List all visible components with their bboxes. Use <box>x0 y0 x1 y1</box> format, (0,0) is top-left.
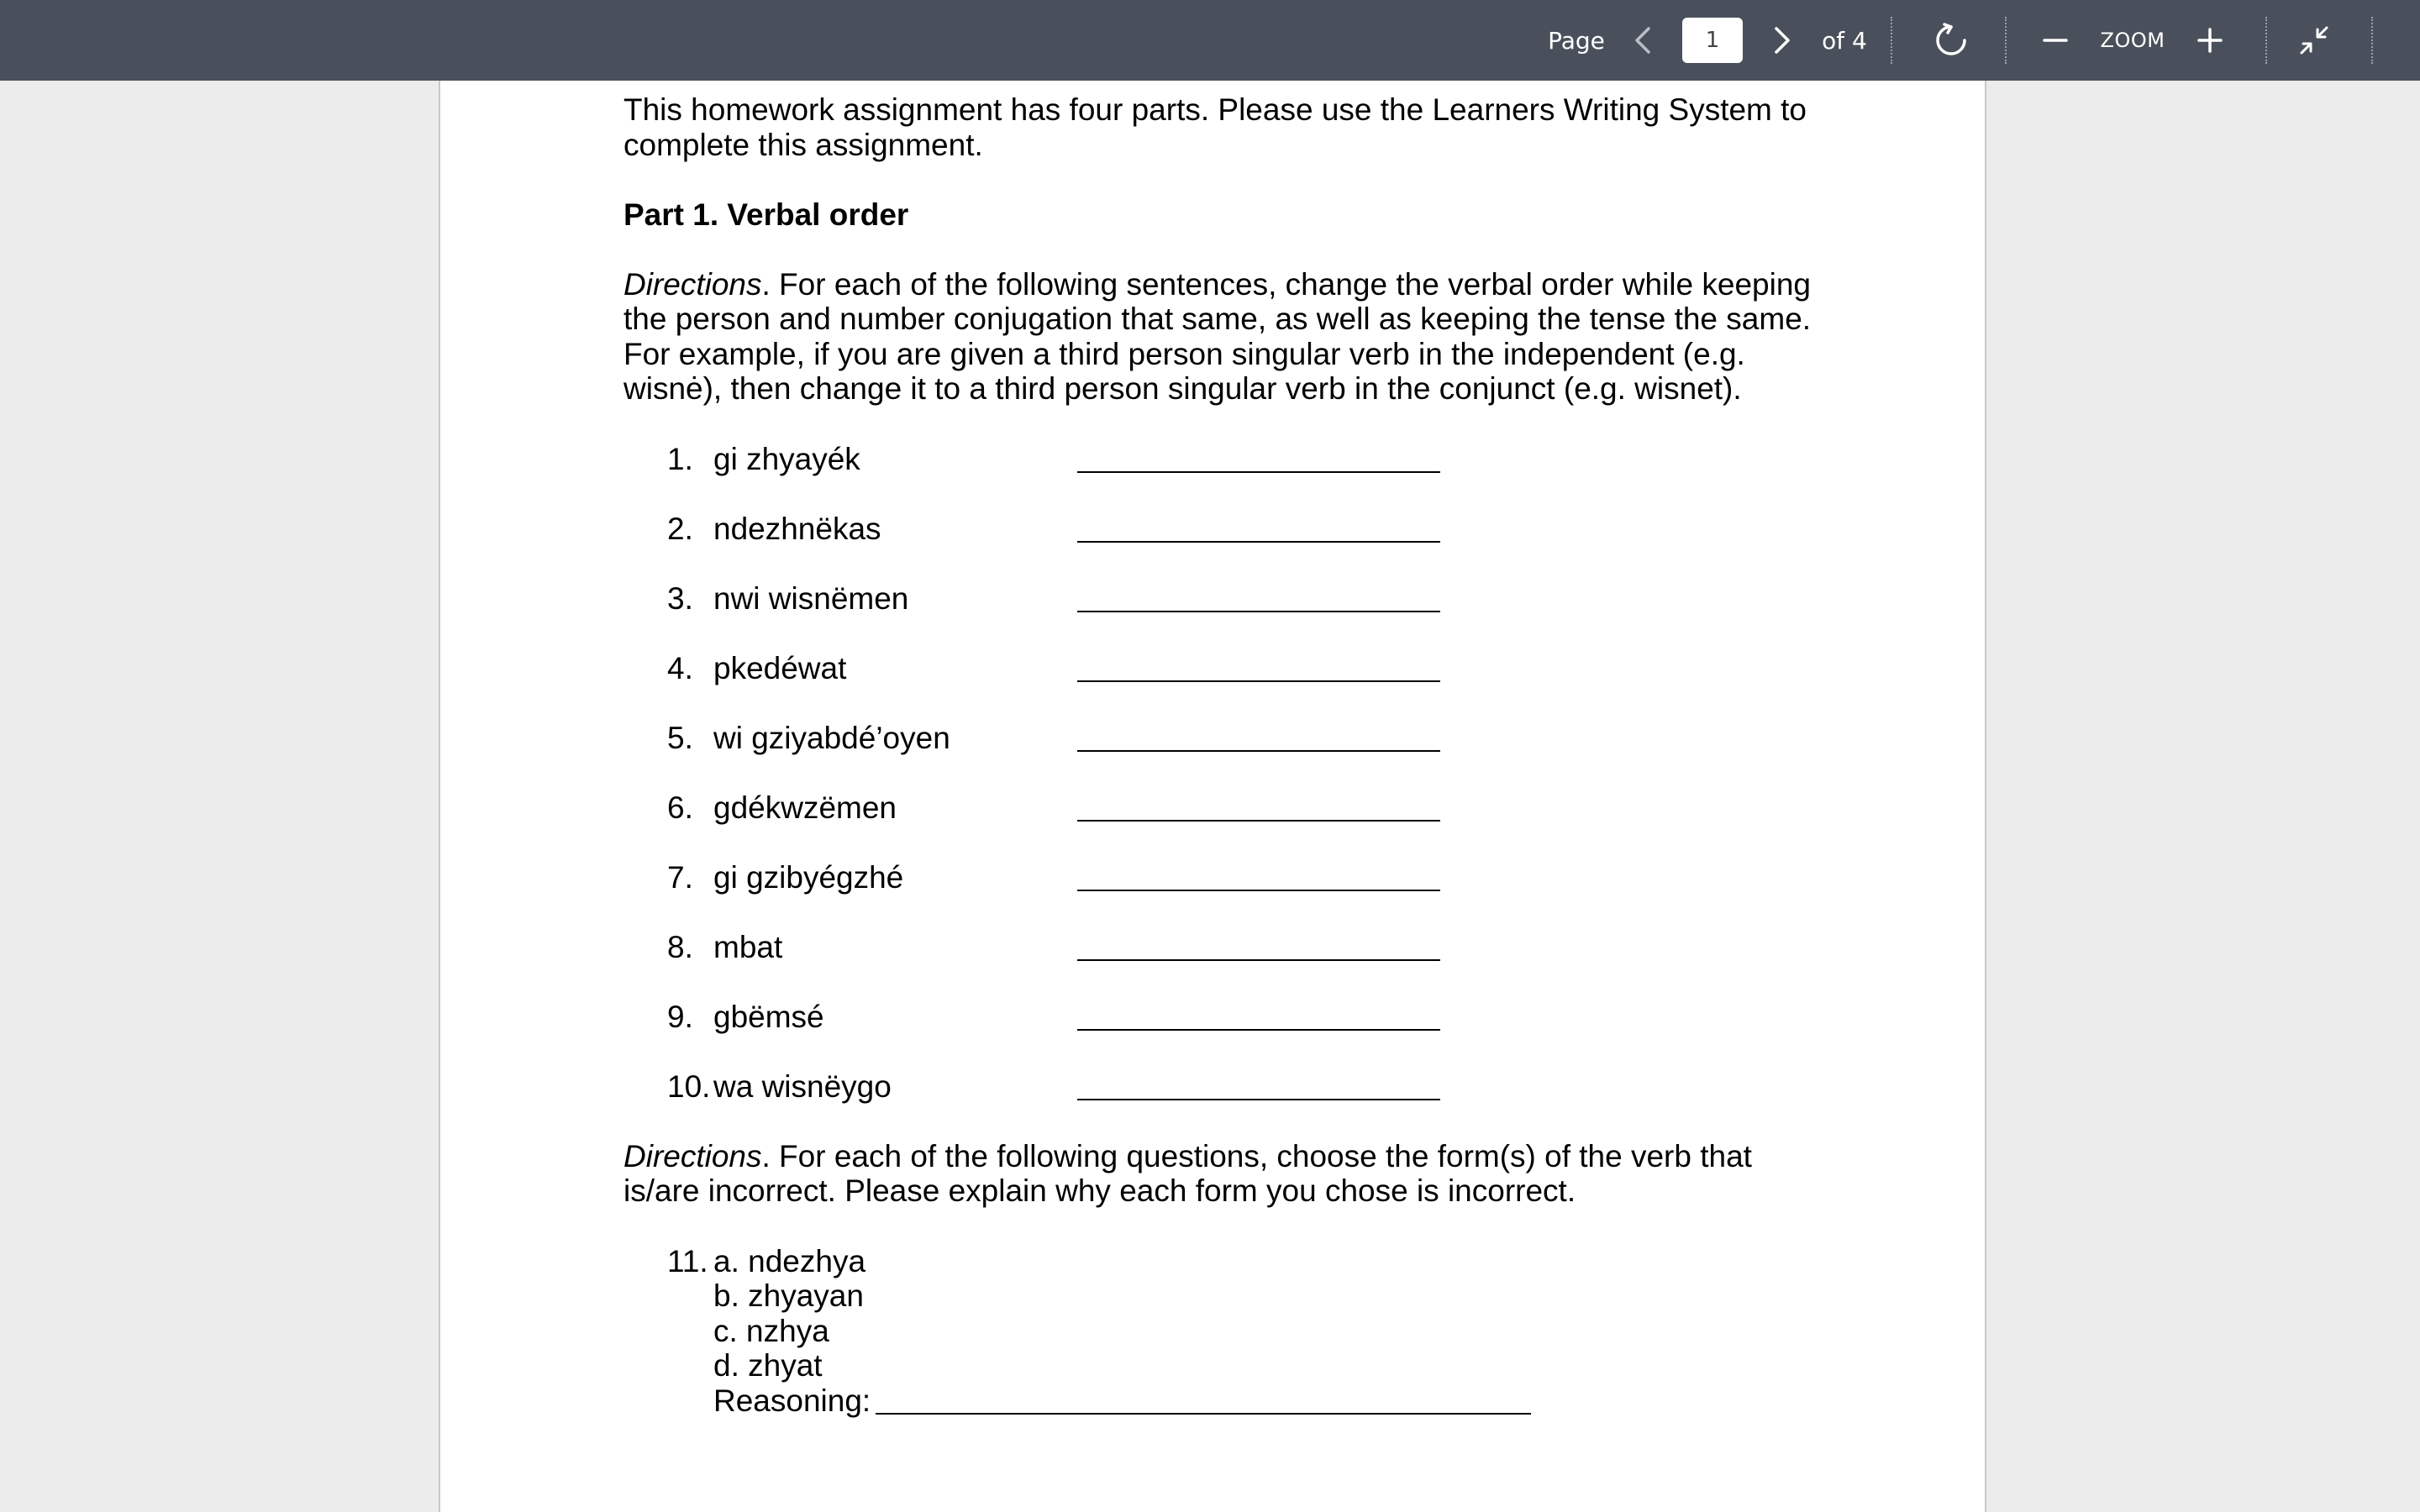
toolbar-divider <box>2005 17 2007 64</box>
item-number: 1. <box>667 441 693 476</box>
answer-blank <box>1077 680 1440 682</box>
option-list <box>713 1244 865 1383</box>
item-word: nwi wisnëmen <box>713 580 909 616</box>
option-a: a. ndezhya <box>713 1243 866 1278</box>
part1-heading: Part 1. Verbal order <box>623 197 909 232</box>
answer-blank <box>1077 890 1440 891</box>
item-number: 5. <box>667 720 693 755</box>
item-word: gi gzibyégzhé <box>713 859 904 895</box>
list-item <box>623 512 1817 581</box>
item-number: 7. <box>667 859 693 895</box>
answer-blank <box>1077 1029 1440 1031</box>
item-number: 3. <box>667 580 693 616</box>
item-word: mbat <box>713 929 783 964</box>
item-number: 11. <box>667 1243 708 1278</box>
chevron-right-icon <box>1770 25 1793 55</box>
answer-blank <box>1077 820 1440 822</box>
question-11 <box>623 1244 1817 1389</box>
toolbar-divider <box>2265 17 2267 64</box>
item-word: wi gziyabdé’oyen <box>713 720 950 755</box>
list-item <box>623 930 1817 1000</box>
directions-text: . For each of the following sentences, change the verbal order while keeping the person and number conjugation that same, as well as keeping the tense the same. For example, if you are given a third person singular verb in the independent (e.g. wisnė), then change it to a third person singular verb in the conjunct (e.g. wisnet). <box>623 266 1812 406</box>
collapse-icon <box>2297 24 2331 57</box>
option-b: b. zhyayan <box>713 1278 864 1313</box>
reasoning-label: Reasoning: <box>713 1383 871 1418</box>
zoom-label: ZOOM <box>2100 29 2165 52</box>
item-number: 4. <box>667 650 693 685</box>
toolbar-divider <box>2371 17 2373 64</box>
item-number: 6. <box>667 790 693 825</box>
directions-paragraph-2 <box>623 1139 1817 1209</box>
list-item <box>623 790 1817 860</box>
document-page <box>439 81 1986 1512</box>
rotate-icon <box>1933 22 1970 59</box>
option-c: c. nzhya <box>713 1313 829 1348</box>
list-item <box>623 1000 1817 1069</box>
answer-blank <box>1077 1099 1440 1100</box>
list-item <box>623 721 1817 790</box>
item-word: gdékwzëmen <box>713 790 897 825</box>
list-item <box>623 1069 1817 1139</box>
exit-fullscreen-button[interactable] <box>2289 0 2339 81</box>
answer-blank <box>1077 541 1440 543</box>
list-item <box>623 651 1817 721</box>
zoom-in-button[interactable] <box>2186 0 2233 81</box>
rotate-button[interactable] <box>1926 0 1976 81</box>
list-item <box>623 860 1817 930</box>
reasoning-line <box>623 1383 1817 1434</box>
list-item <box>623 581 1817 651</box>
page-count-label: of 4 <box>1822 26 1867 55</box>
item-word: gbëmsé <box>713 999 824 1034</box>
item-number: 8. <box>667 929 693 964</box>
pdf-toolbar <box>0 0 2420 81</box>
item-word: pkedéwat <box>713 650 847 685</box>
page-label: Page <box>1548 26 1605 55</box>
directions-lead: Directions <box>623 1138 762 1173</box>
page-number-field-wrap <box>1681 0 1744 81</box>
list-item <box>623 442 1817 512</box>
item-number: 2. <box>667 511 693 546</box>
minus-icon <box>2042 27 2069 54</box>
previous-page-button[interactable] <box>1620 0 1667 81</box>
answer-blank <box>1077 471 1440 473</box>
page-content <box>623 81 1817 1434</box>
chevron-left-icon <box>1632 25 1655 55</box>
directions-text: . For each of the following questions, choose the form(s) of the verb that is/are incorrect. Please explain why each form you chose is incorrect. <box>623 1138 1752 1208</box>
exercise-list <box>623 442 1817 1139</box>
item-number: 10. <box>667 1068 711 1104</box>
intro-paragraph: This homework assignment has four parts. Please use the Learners Writing System to complete this assignment. <box>623 92 1807 162</box>
toolbar-divider <box>1891 17 1892 64</box>
answer-blank <box>1077 611 1440 612</box>
option-d: d. zhyat <box>713 1348 823 1383</box>
directions-paragraph-1 <box>623 267 1817 407</box>
answer-blank <box>1077 750 1440 752</box>
item-word: ndezhnëkas <box>713 511 881 546</box>
item-word: gi zhyayék <box>713 441 860 476</box>
next-page-button[interactable] <box>1758 0 1805 81</box>
reasoning-blank <box>876 1413 1531 1415</box>
zoom-out-button[interactable] <box>2032 0 2079 81</box>
directions-lead: Directions <box>623 266 762 302</box>
item-number: 9. <box>667 999 693 1034</box>
page-number-input[interactable] <box>1682 18 1743 63</box>
answer-blank <box>1077 959 1440 961</box>
plus-icon <box>2196 27 2223 54</box>
item-word: wa wisnëygo <box>713 1068 892 1104</box>
